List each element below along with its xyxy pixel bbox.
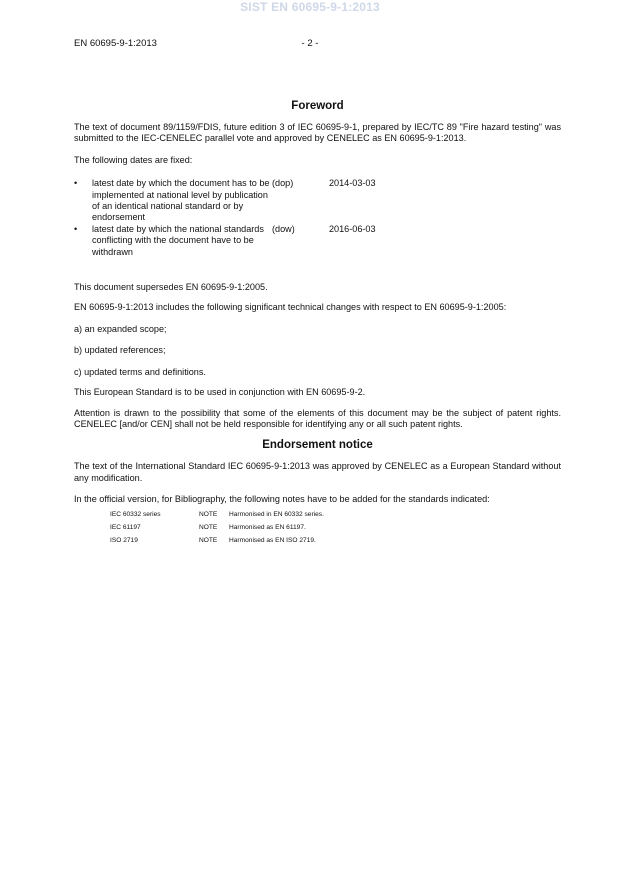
- change-item: a) an expanded scope;: [74, 323, 167, 334]
- changes-intro: EN 60695-9-1:2013 includes the following significant technical changes with respect to EN 60695-9-1:2005:: [74, 302, 507, 313]
- note-text: Harmonised as EN ISO 2719.: [229, 536, 316, 544]
- date-description: latest date by which the national standards conflicting with the document have to be withdrawn: [92, 223, 264, 257]
- note-label: NOTE: [199, 536, 218, 544]
- bullet: •: [74, 223, 78, 234]
- note-standard: ISO 2719: [110, 536, 138, 544]
- date-row-dow: [74, 224, 561, 258]
- date-abbr: (dow): [272, 223, 295, 234]
- date-value: 2016-06-03: [329, 223, 376, 234]
- note-label: NOTE: [199, 523, 218, 531]
- watermark: SIST EN 60695-9-1:2013: [240, 0, 380, 14]
- dates-list: [74, 178, 561, 258]
- bullet: •: [74, 178, 78, 189]
- change-item: c) updated terms and definitions.: [74, 366, 206, 377]
- date-abbr: (dop): [272, 178, 294, 189]
- note-standard: IEC 61197: [110, 523, 141, 531]
- endorsement-text: The text of the International Standard IEC 60695-9-1:2013 was approved by CENELEC as a European Standard without any modification.: [74, 461, 561, 483]
- header-doc-id: EN 60695-9-1:2013: [74, 38, 157, 49]
- patent-text: Attention is drawn to the possibility that some of the elements of this document may be the subject of patent rights. CENELEC [and/or CEN] shall not be held responsible for identifying any or all such patent rights.: [74, 407, 561, 429]
- foreword-intro: The text of document 89/1159/FDIS, future edition 3 of IEC 60695-9-1, prepared by IEC/TC 89 "Fire hazard testing" was submitted to the IEC-CENELEC parallel vote and approved by CENELEC as EN 60695-9-1:2013.: [74, 122, 561, 144]
- date-description: latest date by which the document has to be implemented at national level by publication of an identical national standard or by endorsement: [92, 178, 270, 223]
- foreword-heading: Foreword: [291, 100, 344, 112]
- change-item: b) updated references;: [74, 345, 166, 356]
- date-value: 2014-03-03: [329, 178, 376, 189]
- conjunction-text: This European Standard is to be used in conjunction with EN 60695-9-2.: [74, 387, 366, 398]
- date-row-dop: [74, 178, 561, 224]
- note-row: [110, 510, 561, 520]
- note-text: Harmonised in EN 60332 series.: [229, 510, 324, 518]
- header-page-number: - 2 -: [301, 38, 319, 49]
- note-text: Harmonised as EN 61197.: [229, 523, 306, 531]
- dates-intro: The following dates are fixed:: [74, 154, 193, 165]
- supersedes-text: This document supersedes EN 60695-9-1:2005.: [74, 282, 268, 293]
- note-standard: IEC 60332 series: [110, 510, 161, 518]
- note-label: NOTE: [199, 510, 218, 518]
- note-row: [110, 523, 561, 533]
- bibliography-intro: In the official version, for Bibliography, the following notes have to be added for the standards indicated:: [74, 494, 490, 505]
- bibliography-notes: [110, 510, 561, 546]
- page-body: [74, 99, 561, 549]
- note-row: [110, 536, 561, 546]
- endorsement-heading: Endorsement notice: [262, 439, 373, 452]
